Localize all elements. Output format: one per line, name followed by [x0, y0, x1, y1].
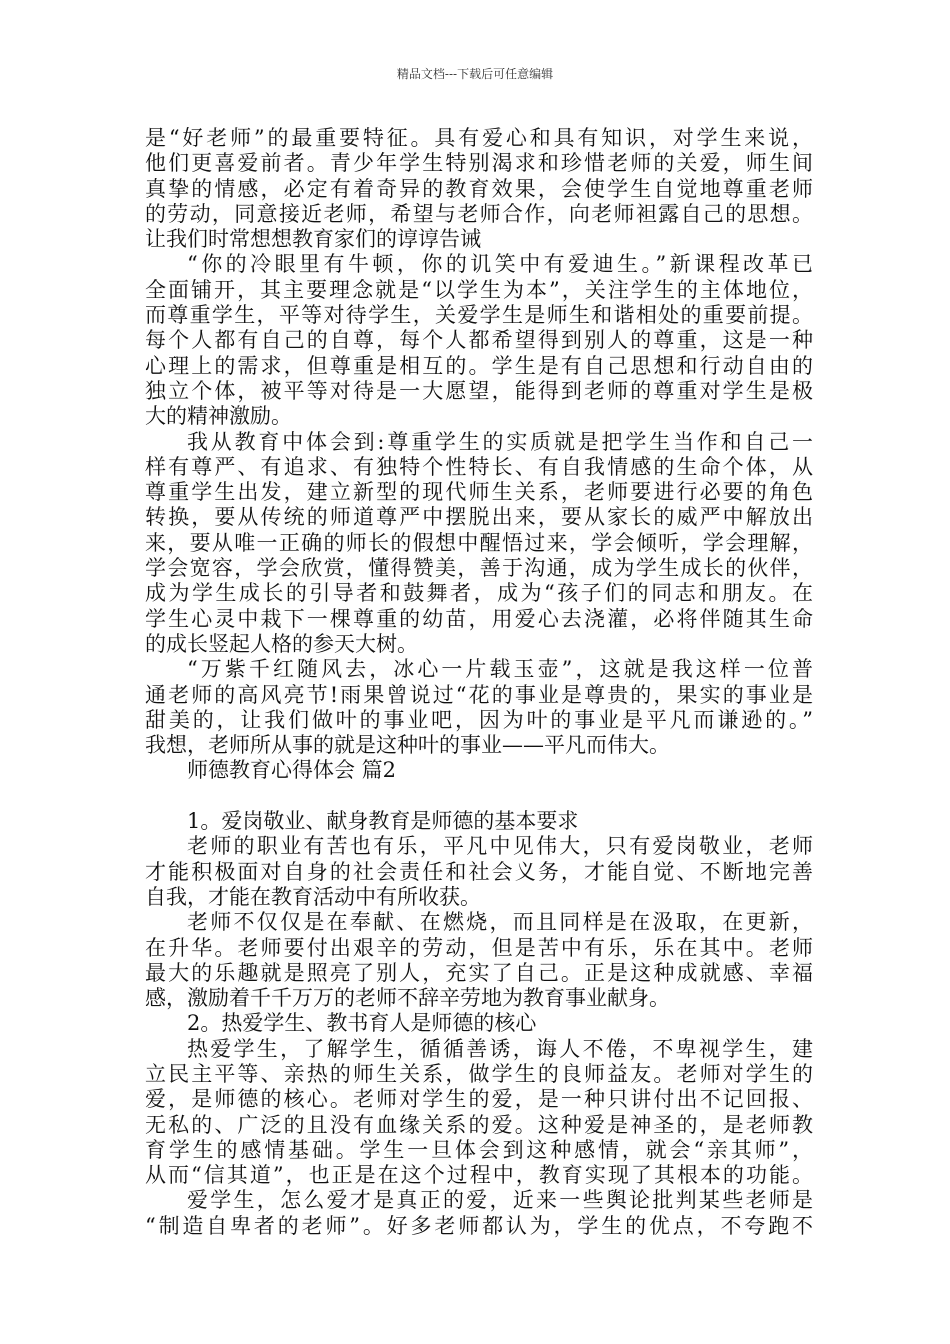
text-line: 独立个体，被平等对待是一大愿望，能得到老师的尊重对学生是极	[145, 378, 813, 403]
text-line: 老师不仅仅是在奉献、在燃烧，而且同样是在汲取，在更新，	[187, 910, 813, 935]
numbered-heading: 2。热爱学生、教书育人是师德的核心	[187, 1011, 537, 1036]
text-line: 的成长竖起人格的参天大树。	[145, 631, 418, 656]
numbered-heading: 1。爱岗敬业、献身教育是师德的基本要求	[187, 809, 579, 834]
text-line: 立民主平等、亲热的师生关系，做学生的良师益友。老师对学生的	[145, 1061, 813, 1086]
text-line: 全面铺开，其主要理念就是“以学生为本”，关注学生的主体地位，	[145, 277, 813, 302]
text-line: 最大的乐趣就是照亮了别人，充实了自己。正是这种成就感、幸福	[145, 960, 813, 985]
blank-line	[145, 784, 813, 809]
text-line: 从而“信其道”，也正是在这个过程中，教育实现了其根本的功能。	[145, 1163, 813, 1188]
text-line: 学会宽容，学会欣赏，懂得赞美，善于沟通，成为学生成长的伙伴，	[145, 556, 813, 581]
text-line: 他们更喜爱前者。青少年学生特别渴求和珍惜老师的关爱，师生间	[145, 151, 813, 176]
text-line: 成为学生成长的引导者和鼓舞者，成为“孩子们的同志和朋友。在	[145, 581, 813, 606]
paragraph	[145, 657, 813, 758]
paragraph	[145, 430, 813, 658]
paragraph	[145, 834, 813, 910]
text-line: 是“好老师”的最重要特征。具有爱心和具有知识，对学生来说，	[145, 126, 813, 150]
text-line: 而尊重学生，平等对待学生，关爱学生是师生和谐相处的重要前提。	[145, 303, 813, 328]
text-line: 的劳动，同意接近老师，希望与老师合作，向老师袒露自己的思想。	[145, 201, 813, 226]
text-line: 老师的职业有苦也有乐，平凡中见伟大，只有爱岗敬业，老师	[187, 834, 813, 859]
text-line: 我想，老师所从事的就是这种叶的事业——平凡而伟大。	[145, 733, 670, 758]
text-line: “你的冷眼里有牛顿，你的讥笑中有爱迪生。”新课程改革已	[187, 252, 813, 277]
page-header: 精品文档---下载后可任意编辑	[396, 67, 554, 81]
text-line: 自我，才能在教育活动中有所收获。	[145, 884, 481, 909]
document-body	[145, 126, 813, 1239]
paragraph	[145, 1188, 813, 1239]
text-line: 爱，是师德的核心。老师对学生的爱，是一种只讲付出不记回报、	[145, 1087, 813, 1112]
paragraph	[145, 126, 813, 252]
text-line: “制造自卑者的老师”。好多老师都认为，学生的优点，不夸跑不	[145, 1213, 813, 1238]
text-line: 大的精神激励。	[145, 404, 292, 429]
text-line: 真挚的情感，必定有着奇异的教育效果，会使学生自觉地尊重老师	[145, 176, 813, 201]
text-line: 让我们时常想想教育家们的谆谆告诫	[145, 227, 481, 252]
text-line: 甜美的，让我们做叶的事业吧，因为叶的事业是平凡而谦逊的。”	[145, 707, 813, 732]
text-line: “万紫千红随风去，冰心一片载玉壶”，这就是我这样一位普	[187, 657, 813, 682]
paragraph	[145, 1037, 813, 1189]
text-line: 在升华。老师要付出艰辛的劳动，但是苦中有乐，乐在其中。老师	[145, 935, 813, 960]
text-line: 心理上的需求，但尊重是相互的。学生是有自己思想和行动自由的	[145, 353, 813, 378]
text-line: 通老师的高风亮节!雨果曾说过“花的事业是尊贵的，果实的事业是	[145, 682, 813, 707]
text-line: 转换，要从传统的师道尊严中摆脱出来，要从家长的威严中解放出	[145, 505, 813, 530]
text-line: 爱学生，怎么爱才是真正的爱，近来一些舆论批判某些老师是	[187, 1188, 813, 1213]
text-line: 我从教育中体会到:尊重学生的实质就是把学生当作和自己一	[187, 429, 813, 454]
text-line: 育学生的感情基础。学生一旦体会到这种感情，就会“亲其师”，	[145, 1137, 813, 1162]
section-title: 师德教育心得体会 篇2	[187, 758, 397, 783]
paragraph	[145, 252, 813, 429]
text-line: 无私的、广泛的且没有血缘关系的爱。这种爱是神圣的，是老师教	[145, 1112, 813, 1137]
text-line: 学生心灵中栽下一棵尊重的幼苗，用爱心去浇灌，必将伴随其生命	[145, 606, 813, 631]
text-line: 尊重学生出发，建立新型的现代师生关系，老师要进行必要的角色	[145, 480, 813, 505]
text-line: 样有尊严、有追求、有独特个性特长、有自我情感的生命个体，从	[145, 454, 813, 479]
text-line: 热爱学生，了解学生，循循善诱，诲人不倦，不卑视学生，建	[187, 1036, 813, 1061]
text-line: 感，激励着千千万万的老师不辞辛劳地为教育事业献身。	[145, 986, 670, 1011]
text-line: 才能积极面对自身的社会责任和社会义务，才能自觉、不断地完善	[145, 859, 813, 884]
text-line: 每个人都有自己的自尊，每个人都希望得到别人的尊重，这是一种	[145, 328, 813, 353]
paragraph	[145, 910, 813, 1011]
text-line: 来，要从唯一正确的师长的假想中醒悟过来，学会倾听，学会理解，	[145, 530, 813, 555]
